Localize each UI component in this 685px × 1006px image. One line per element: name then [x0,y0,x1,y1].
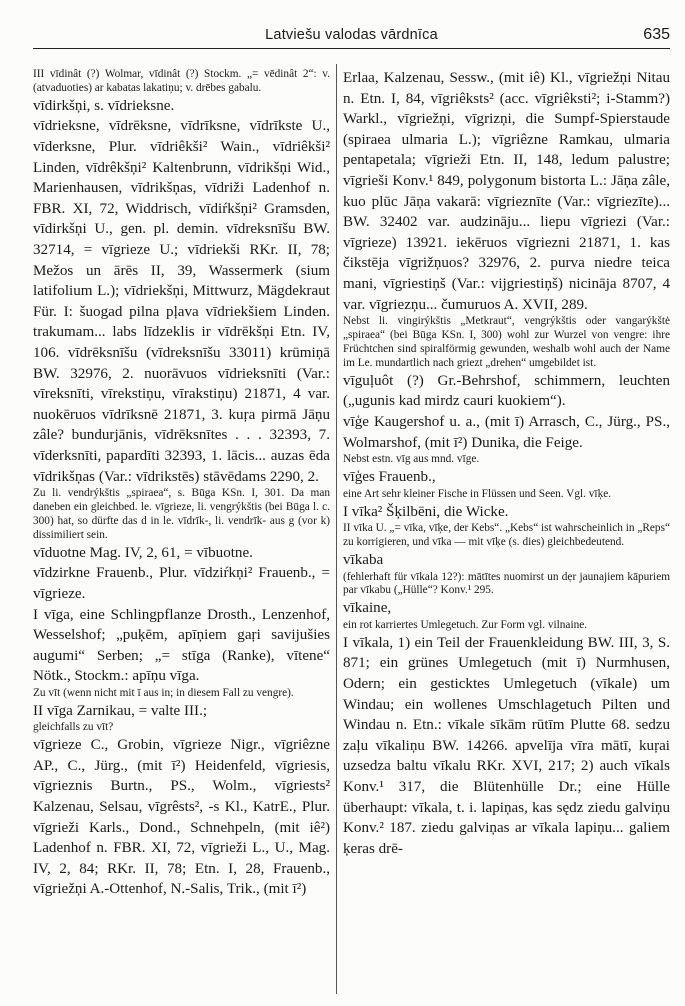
page-number: 635 [643,26,670,43]
dictionary-entry: Zu li. vendrýkštis „spiraea“, s. Būga KSn. I, 301. Da man daneben ein gleichbed. le. vīgrieze, li. vengrýkštis (bei Būga l. c. 300) hat, so dürfte das d in le. vīdrīk-, li. vendrīk- aus g (vor k) dissimiliert sein. [33,487,330,541]
dictionary-entry: ein rot karriertes Umlegetuch. Zur Form vgl. vilnaine. [343,618,588,631]
dictionary-entry: Zu vīt (wenn nicht mit ī aus in; in diesem Fall zu vengre). [33,686,294,699]
dictionary-entry: Erlaa, Kalzenau, Sessw., (mit iê) Kl., vīgriežņi Nitau n. Etn. I, 84, vīgriêksts² (acc. vīgriêksti²; i-Stamm?) Warkl., vīgriežņi, vīgrizņi, die Sumpf-Spierstaude (spiraea ulmaria L.); vīgriêzne Ramkau, ulmaria pentapetala; vīgrieži Etn. II, 148, ledum palustre; vīgrieši Konv.¹ 849, polygonum bistorta L.: Jāņa zâle, kuo plūc Jāņa vakarā: vīgrieznīte (Var.: vīgriezīte)... BW. 32402 var. audzināju... liepu vīgriezi (Var.: vīgrieze) 13921. iekēruos vīgriezni 21871, 1. kas čikstēja vīgrižņuos? 32976, 2. purva niedre teica mani, vīgriestiņš (Var.: vijgriestiņš) nicināja 8707, 4 var. vīgriezņu... čumuruos A. XVII, 289. [343,70,670,313]
dictionary-entry: vīgrieze C., Grobin, vīgrieze Nigr., vīgriêzne AP., C., Jürg., (mit ī²) Heidenfeld, vīgriesis, vīgrieznis Burtn., PS., Wolm., vīgriests² Kalzenau, Selsau, vīgrêsts², -s Kl., KatrE., Plur. vīgrieži Karls., Dond., Schnehpeln, (mit iê²) Ladenhof n. FBR. XI, 72, vīgrieži L., U., Mag. IV, 2, 84; RKr. II, 78; Etn. I, 28, Frauenb., vīgriežņi A.-Ottenhof, N.-Salis, Trik., (mit ī²) [33,737,330,898]
dictionary-entry: I vīga, eine Schlingpflanze Drosth., Lenzenhof, Wesselshof; „puķēm, apīņiem gaŗi savijušies augumi“ Serben; „= stīga (Ranke), vītene“ Nötk., Stockm.: apīņu vīga. [33,606,330,685]
dictionary-entry: vīdirkšņi, s. vīdrieksne. [33,97,175,114]
dictionary-entry: Nebst li. vingirýkštis „Metkraut“, vengrýkštis oder vangarýkštė „spiraea“ (bei Būga KSn. I, 300) wohl zur Wurzel von vengre: ihre Früchtchen sind spiralförmig gewunden, weshalb wohl auch der Name im Le. mundartlich nach griezt „drehen“ umgebildet ist. [343,315,670,369]
dictionary-entry: vīģe Kaugershof u. a., (mit ī) Arrasch, C., Jürg., PS., Wolmarshof, (mit ī²) Dunika, die Feige. [343,413,670,451]
dictionary-entry: Nebst estn. vīg aus mnd. vīge. [343,453,480,466]
dictionary-entry: vīduotne Mag. IV, 2, 61, = vībuotne. [33,544,253,561]
right-column [343,68,670,859]
dictionary-entry: I vīka² Šķilbēni, die Wicke. [343,503,509,520]
dictionary-entry: vīdzirkne Frauenb., Plur. vīdziŕkņi² Frauenb., = vīgrieze. [33,565,330,602]
dictionary-entry: vīkaine, [343,600,392,617]
dictionary-entry: (fehlerhaft für vīkala 12?): mātītes nuomirst un dẹr jaunajiem kāpuriem par vīkabu („Hülle“? Konv.¹ 295. [343,570,670,597]
dictionary-entry: vīguļuôt (?) Gr.-Behrshof, schimmern, leuchten („ugunis kad mirdz cauri kuokiem“). [343,372,670,410]
dictionary-entry: II vīka U. „= vīka, vīķe, der Kebs“. „Kebs“ ist wahrscheinlich in „Reps“ zu korrigieren, und vīka — mit vīķe (s. dies) gleichbedeutend. [343,522,670,549]
page-title: Latviešu valodas vārdnīca [265,27,438,43]
dictionary-entry: vīģes Frauenb., [343,469,436,486]
dictionary-entry: vīkaba [343,551,384,568]
left-column [33,68,330,900]
dictionary-entry: III vīdinât (?) Wolmar, vīdinât (?) Stockm. „= vēdinât 2“: v. (atvaduoties) ar kabatas lakatiņu; v. drēbes gabalu. [33,68,330,94]
dictionary-entry: II vīga Zarnikau, = valte III.; [33,702,208,719]
column-divider [336,64,337,994]
dictionary-entry: gleichfalls zu vīt? [33,721,114,734]
page-header [33,26,670,49]
dictionary-entry: eine Art sehr kleiner Fische in Flüssen und Seen. Vgl. vīķe. [343,487,612,500]
dictionary-entry: vīdrieksne, vīdrēksne, vīdrīksne, vīdrīkste U., vīderksne, Plur. vīdriêkši² Wain., vīdriêkši² Linden, vīdrêkšņi² Kaltenbrunn, vīdrikšņi Wid., Marienhausen, vīdrikšņas, vīdriži Ladenhof n. FBR. XI, 72, Widdrisch, vīdiŕkšņi² Gramsden, vīdirkšņi U., gen. pl. demin. vīdreksnīšu BW. 32714, = vīgrieze U.; vīdriekši RKr. II, 78; Mežos un ārēs II, 39, Wassermerk (sium latifolium L.); vīdriekšņi, Mittwurz, Mägdekraut Für. I: šuogad pilna pļava vīdriekšiem Linden. trakumam... labs līdzeklis ir vīdrēkšņi Etn. IV, 106. vīdrēksnīšu (vīdreksnīšu 33011) krūmiņā BW. 32976, 2. nuorāvuos vīdrieksnīti (Var.: vīreksnīti, vīrekstiņu, vīrakstiņu) 21871, 4 var. nuokēruos vīdrīksnē 21871, 3. kuŗa pirmā Jāņu zâle? bundurjānis, vīdrēksnītes . . . 32393, 7. vīderksnīti, papardīti 32393, 1. lācis... auzas ēda vīdrikšņas (Var.: vīdrikstēs) stāvēdams 2290, 2. [33,118,330,485]
dictionary-entry: I vīkala, 1) ein Teil der Frauenkleidung BW. III, 3, S. 871; ein grünes Umlegetuch (mit ī) Nurmhusen, Odern; ein gesticktes Umlegetuch (vīkale) um Windau; ein wollenes Umschlagetuch Pilten und Windau n. Etn.: vīkale sīkām rūtīm Plutte 68. sedzu zaļu vīkaliņu BW. 14266. apvelīja vīra mātī, kuŗai uzsedza baltu vīkalu RKr. XVI, 217; 2) auch vīkals Konv.¹ 317, die Blütenhülle Dr.; eine Hülle überhaupt: vīkala, t. i. lapiņas, kas sędz ziedu galviņu Konv.² 187. ziedu galviņas ar vīkala lapiņu... galiem ķeras drē- [343,634,670,857]
